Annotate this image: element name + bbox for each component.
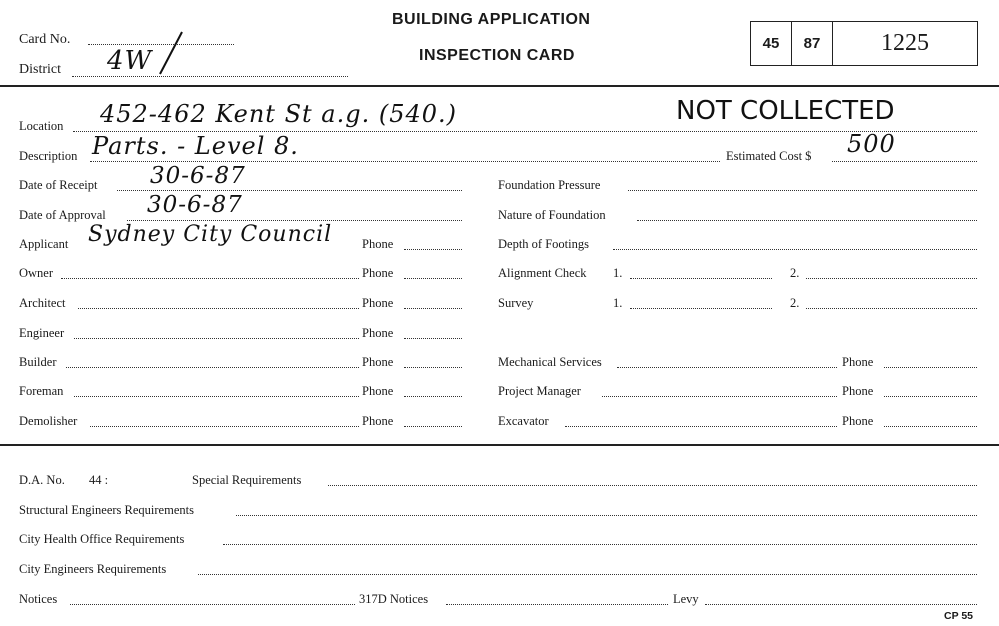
- survey-num-1: 1.: [613, 296, 623, 310]
- engineer-label: Engineer: [19, 326, 65, 340]
- levy-label: Levy: [673, 592, 699, 606]
- notices-label: Notices: [19, 592, 58, 606]
- survey-line-1: [630, 308, 772, 309]
- foreman-phone-line: [404, 396, 462, 397]
- survey-line-2: [806, 308, 977, 309]
- demolisher-label: Demolisher: [19, 414, 78, 428]
- description-line: [90, 161, 720, 162]
- architect-phone-line: [404, 308, 462, 309]
- survey-label: Survey: [498, 296, 534, 310]
- title-line-2: INSPECTION CARD: [419, 47, 575, 64]
- project-manager-phone-label: Phone: [842, 384, 874, 398]
- form-code: CP 55: [944, 610, 973, 622]
- owner-line: [61, 278, 359, 279]
- not-collected-stamp: NOT COLLECTED: [676, 96, 895, 126]
- city-health-label: City Health Office Requirements: [19, 532, 185, 546]
- builder-phone-label: Phone: [362, 355, 394, 369]
- card-box-3: 1225: [832, 21, 978, 66]
- applicant-phone-label: Phone: [362, 237, 394, 251]
- da-no-label: D.A. No.: [19, 473, 65, 487]
- city-engineers-label: City Engineers Requirements: [19, 562, 167, 576]
- card-no-label: Card No.: [19, 32, 71, 47]
- levy-line: [705, 604, 977, 605]
- engineer-phone-label: Phone: [362, 326, 394, 340]
- mechanical-services-phone-line: [884, 367, 977, 368]
- header-divider: [0, 85, 999, 87]
- demolisher-phone-line: [404, 426, 462, 427]
- architect-phone-label: Phone: [362, 296, 394, 310]
- description-label: Description: [19, 149, 78, 163]
- structural-engineers-label: Structural Engineers Requirements: [19, 503, 194, 517]
- date-of-approval-line: [127, 220, 462, 221]
- da-no-value: 44 :: [89, 473, 109, 487]
- engineer-phone-line: [404, 338, 462, 339]
- foreman-line: [74, 396, 359, 397]
- owner-label: Owner: [19, 266, 54, 280]
- nature-of-foundation-label: Nature of Foundation: [498, 208, 606, 222]
- date-of-approval-value: 30-6-87: [147, 192, 243, 218]
- excavator-label: Excavator: [498, 414, 549, 428]
- foreman-label: Foreman: [19, 384, 64, 398]
- project-manager-label: Project Manager: [498, 384, 581, 398]
- district-label: District: [19, 62, 61, 77]
- foundation-pressure-line: [628, 190, 977, 191]
- section-divider: [0, 444, 999, 446]
- owner-phone-label: Phone: [362, 266, 394, 280]
- architect-line: [78, 308, 359, 309]
- alignment-check-line-2: [806, 278, 977, 279]
- demolisher-phone-label: Phone: [362, 414, 394, 428]
- survey-num-2: 2.: [790, 296, 800, 310]
- special-requirements-label: Special Requirements: [192, 473, 302, 487]
- location-label: Location: [19, 119, 64, 133]
- excavator-phone-label: Phone: [842, 414, 874, 428]
- excavator-line: [565, 426, 837, 427]
- applicant-phone-line: [404, 249, 462, 250]
- date-of-approval-label: Date of Approval: [19, 208, 106, 222]
- mechanical-services-line: [617, 367, 837, 368]
- alignment-check-line-1: [630, 278, 772, 279]
- structural-engineers-line: [236, 515, 977, 516]
- date-of-receipt-label: Date of Receipt: [19, 178, 98, 192]
- handwritten-stroke-icon: [150, 28, 190, 78]
- architect-label: Architect: [19, 296, 66, 310]
- estimated-cost-label: Estimated Cost $: [726, 149, 812, 163]
- location-value: 452-462 Kent St a.g. (540.): [100, 100, 458, 128]
- alignment-check-num-2: 2.: [790, 266, 800, 280]
- builder-phone-line: [404, 367, 462, 368]
- nature-of-foundation-line: [637, 220, 977, 221]
- mechanical-services-label: Mechanical Services: [498, 355, 602, 369]
- project-manager-phone-line: [884, 396, 977, 397]
- alignment-check-num-1: 1.: [613, 266, 623, 280]
- builder-label: Builder: [19, 355, 57, 369]
- demolisher-line: [90, 426, 359, 427]
- notices-317d-line: [446, 604, 668, 605]
- notices-line: [70, 604, 355, 605]
- estimated-cost-line: [832, 161, 977, 162]
- engineer-line: [74, 338, 359, 339]
- description-value: Parts. - Level 8.: [92, 132, 299, 160]
- city-engineers-line: [198, 574, 977, 575]
- foundation-pressure-label: Foundation Pressure: [498, 178, 601, 192]
- card-box-2: 87: [791, 21, 833, 66]
- date-of-receipt-value: 30-6-87: [150, 163, 246, 189]
- city-health-line: [223, 544, 977, 545]
- foreman-phone-label: Phone: [362, 384, 394, 398]
- owner-phone-line: [404, 278, 462, 279]
- date-of-receipt-line: [117, 190, 462, 191]
- applicant-label: Applicant: [19, 237, 69, 251]
- district-value: 4W: [107, 46, 153, 76]
- project-manager-line: [602, 396, 837, 397]
- notices-317d-label: 317D Notices: [359, 592, 429, 606]
- estimated-cost-value: 500: [847, 130, 896, 158]
- applicant-value: Sydney City Council: [88, 222, 333, 247]
- depth-of-footings-line: [613, 249, 977, 250]
- alignment-check-label: Alignment Check: [498, 266, 587, 280]
- title-line-1: BUILDING APPLICATION: [392, 11, 591, 28]
- excavator-phone-line: [884, 426, 977, 427]
- depth-of-footings-label: Depth of Footings: [498, 237, 589, 251]
- card-box-1: 45: [750, 21, 792, 66]
- builder-line: [66, 367, 359, 368]
- district-line: [72, 76, 348, 77]
- mechanical-services-phone-label: Phone: [842, 355, 874, 369]
- special-requirements-line: [328, 485, 977, 486]
